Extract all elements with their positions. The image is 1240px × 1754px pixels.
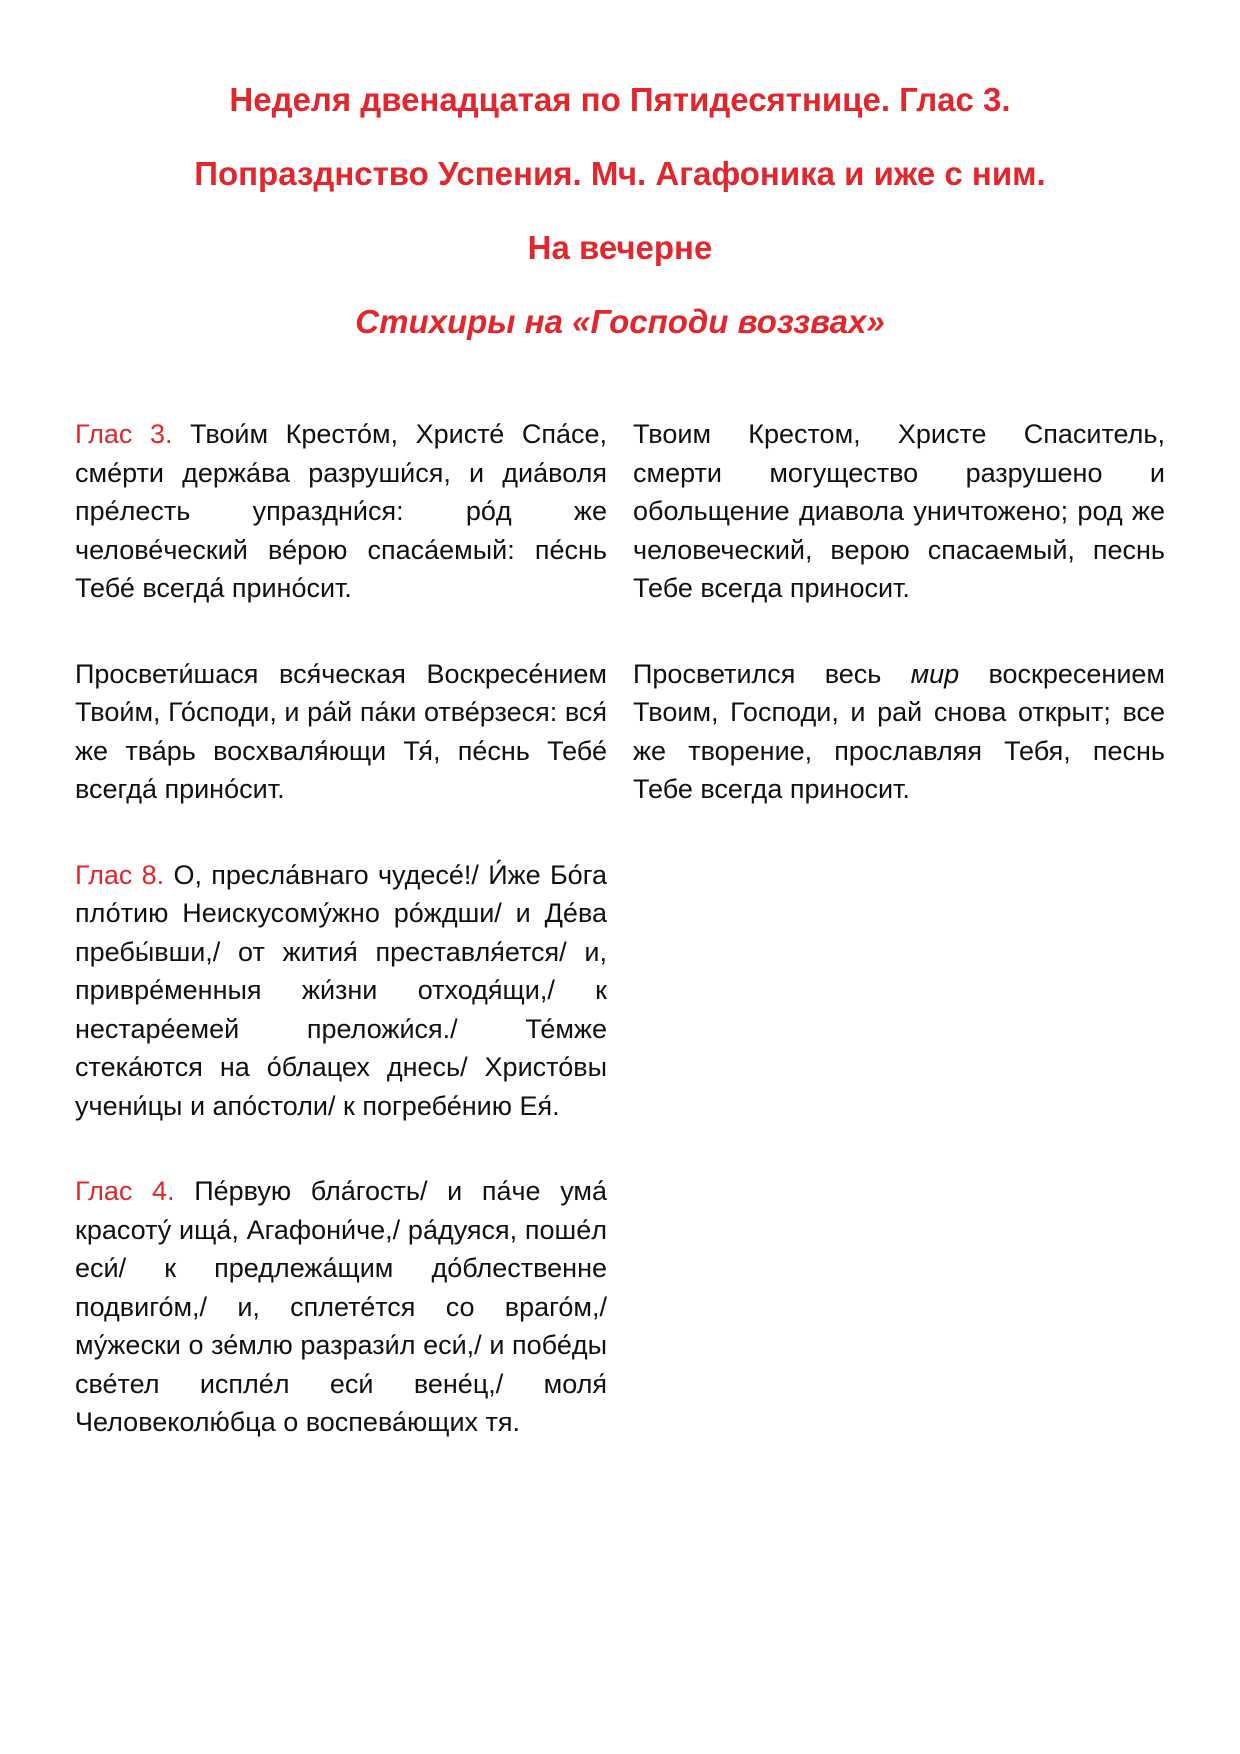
- russian-translation-empty: [633, 1172, 1165, 1442]
- service-title: Неделя двенадцатая по Пятидесятнице. Глас 3.: [229, 81, 1011, 118]
- church-slavonic-text: [75, 1172, 607, 1442]
- stichera-text-slavonic: Твои́м Кресто́м, Христе́ Спа́се, сме́рти держа́ва разруши́ся, и диа́воля пре́лесть упраздни́ся: ро́д же челове́ческий ве́рою спаса́емый: пе́снь Тебе́ всегда́ прино́сит.: [75, 419, 607, 603]
- stichera-row-3: [75, 856, 1165, 1126]
- commemoration-title: Попразднство Успения. Мч. Агафоника и иже с ним.: [194, 155, 1046, 192]
- header-block: [0, 80, 1240, 376]
- stichera-row-2: [75, 655, 1165, 809]
- emphasized-word: мир: [910, 658, 960, 689]
- church-slavonic-text: [75, 655, 607, 809]
- russian-translation-text: [633, 415, 1165, 608]
- stichera-text-slavonic: Просвети́шася вся́ческая Воскресе́нием Твои́м, Го́споди, и ра́й па́ки отве́рзеся: вся́ же тва́рь восхваля́ющи Тя́, пе́снь Тебе́ всегда́ прино́сит.: [75, 658, 607, 804]
- section-title: На вечерне: [527, 229, 713, 266]
- tone-label: Глас 4.: [75, 1176, 175, 1206]
- stichera-text-russian-end: воскресением Твоим, Господи, и рай снова открыт; все же творение, прославляя Тебя, песнь Тебе всегда приносит.: [633, 658, 1165, 804]
- subsection-title: Стихиры на «Господи воззвах»: [355, 303, 885, 340]
- church-slavonic-text: [75, 856, 607, 1126]
- tone-label: Глас 8.: [75, 859, 165, 890]
- stichera-columns: [75, 415, 1165, 1489]
- stichera-text-slavonic: О, пресла́внаго чудесе́!/ И́же Бо́га пло́тию Неискусому́жно ро́ждши/ и Де́ва пребы́вши,/ от жития́ преставля́ется/ и, привре́менныя жи́зни отходя́щи,/ к нестаре́емей преложи́ся./ Те́мже стека́ются на о́блацех днесь/ Христо́вы учени́цы и апо́столи/ к погребе́нию Ея́.: [75, 859, 607, 1121]
- russian-translation-empty: [633, 856, 1165, 1126]
- stichera-row-4: [75, 1172, 1165, 1442]
- church-slavonic-text: [75, 415, 607, 608]
- tone-label: Глас 3.: [75, 419, 173, 449]
- russian-translation-text: [633, 655, 1165, 809]
- stichera-row-1: [75, 415, 1165, 608]
- stichera-text-slavonic: Пе́рвую бла́гость/ и па́че ума́ красоту́ ища́, Агафони́че,/ ра́дуяся, поше́л еси́/ к предлежа́щим до́блественне подвиго́м,/ и, сплете́тся со враго́м,/ му́жески о зе́млю разрази́л еси́,/ и побе́ды све́тел испле́л еси́ вене́ц,/ моля́ Человеколю́бца о воспева́ющих тя.: [75, 1176, 607, 1437]
- stichera-text-russian-start: Просветился весь: [633, 658, 911, 689]
- stichera-text-russian: Твоим Крестом, Христе Спаситель, смерти могущество разрушено и обольщение диавола уничтожено; род же человеческий, верою спасаемый, песнь Тебе всегда приносит.: [633, 419, 1165, 603]
